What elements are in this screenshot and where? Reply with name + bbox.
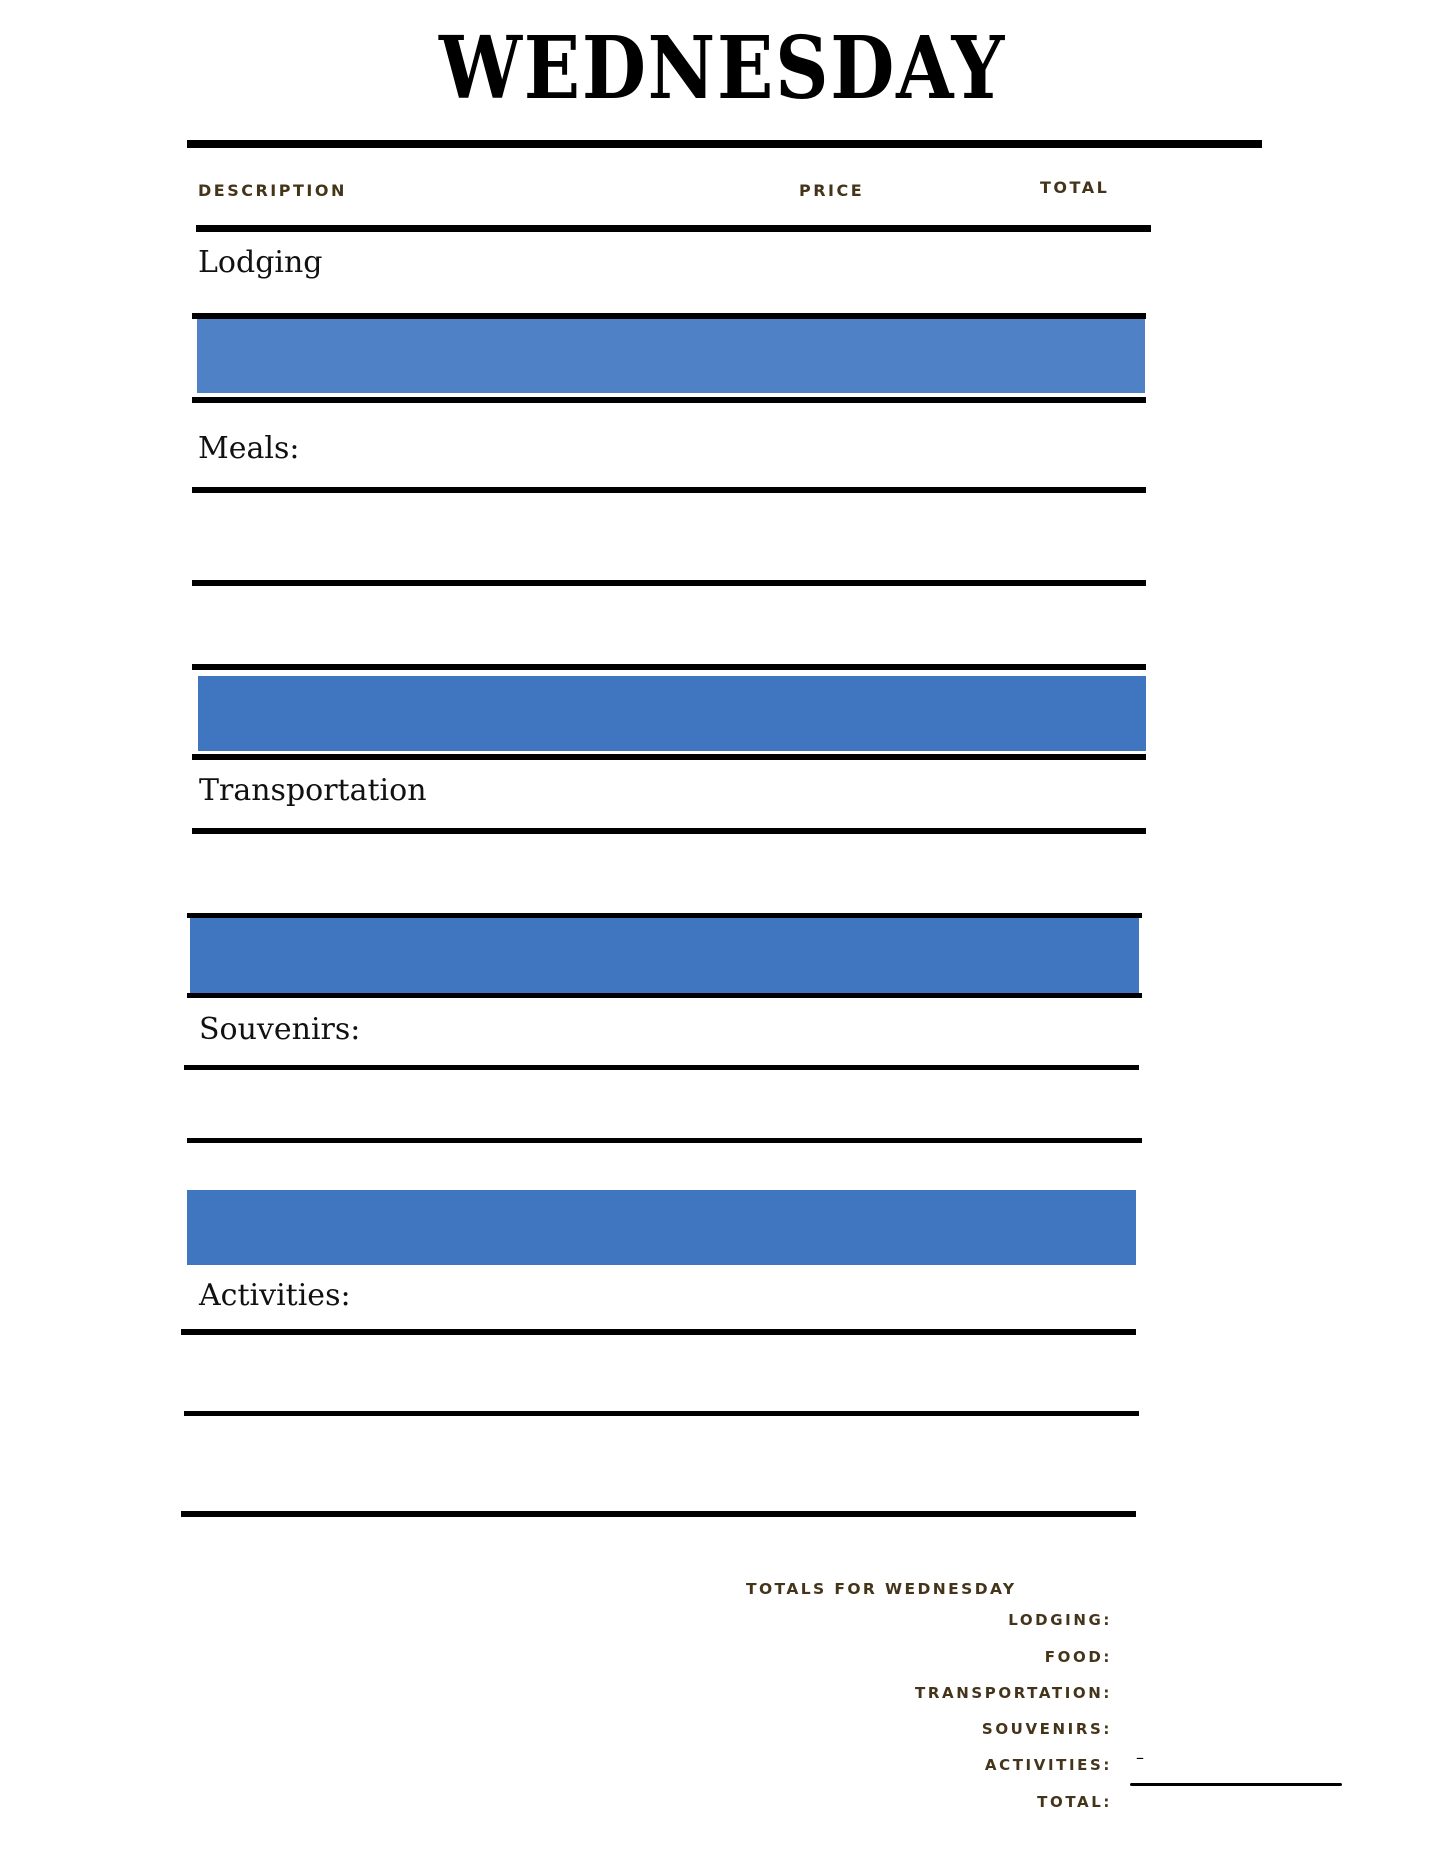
meals-entry-row-2[interactable] bbox=[192, 586, 1146, 664]
meals-rule-4 bbox=[192, 754, 1146, 760]
souvenirs-entry-row-2[interactable] bbox=[187, 1190, 1136, 1265]
totals-label-souvenirs: SOUVENIRS: bbox=[981, 1720, 1112, 1738]
activities-entry-row-2[interactable] bbox=[184, 1416, 1139, 1511]
souvenirs-entry-row-1[interactable] bbox=[184, 1070, 1139, 1138]
section-label-meals: Meals: bbox=[198, 431, 300, 466]
totals-heading: TOTALS FOR WEDNESDAY bbox=[746, 1580, 1017, 1598]
transportation-rule-3 bbox=[187, 993, 1142, 998]
section-label-transportation: Transportation bbox=[199, 773, 427, 808]
activities-rule-3 bbox=[181, 1511, 1136, 1517]
totals-value-souvenirs[interactable] bbox=[1130, 1715, 1342, 1743]
totals-label-activities: ACTIVITIES: bbox=[984, 1756, 1112, 1774]
transportation-entry-row-1[interactable] bbox=[192, 834, 1146, 913]
totals-value-transportation[interactable] bbox=[1130, 1679, 1342, 1707]
header-divider bbox=[196, 225, 1151, 232]
totals-value-total[interactable] bbox=[1130, 1790, 1342, 1818]
transportation-entry-row-2[interactable] bbox=[190, 918, 1139, 993]
section-label-activities: Activities: bbox=[199, 1278, 351, 1313]
totals-label-transportation: TRANSPORTATION: bbox=[915, 1684, 1112, 1702]
lodging-rule-bottom bbox=[192, 397, 1146, 403]
totals-value-activities[interactable]: – bbox=[1136, 1748, 1144, 1767]
totals-sum-line bbox=[1130, 1783, 1342, 1786]
activities-entry-row-1[interactable] bbox=[181, 1335, 1136, 1411]
lodging-entry-row[interactable] bbox=[197, 319, 1145, 393]
totals-value-lodging[interactable] bbox=[1130, 1606, 1342, 1634]
title-divider bbox=[187, 140, 1262, 148]
totals-value-food[interactable] bbox=[1130, 1643, 1342, 1671]
section-label-lodging: Lodging bbox=[198, 245, 323, 280]
column-header-total: TOTAL bbox=[1040, 178, 1110, 197]
meals-entry-row-3[interactable] bbox=[198, 676, 1146, 751]
column-header-price: PRICE bbox=[799, 181, 865, 200]
totals-label-lodging: LODGING: bbox=[1008, 1611, 1112, 1629]
souvenirs-rule-2 bbox=[187, 1138, 1142, 1143]
column-header-description: DESCRIPTION bbox=[198, 181, 347, 200]
totals-label-total: TOTAL: bbox=[1037, 1793, 1112, 1811]
meals-entry-row-1[interactable] bbox=[192, 493, 1146, 580]
totals-label-food: FOOD: bbox=[1044, 1648, 1112, 1666]
section-label-souvenirs: Souvenirs: bbox=[199, 1012, 361, 1047]
meals-rule-3 bbox=[192, 664, 1146, 670]
page-title: WEDNESDAY bbox=[438, 18, 1007, 119]
